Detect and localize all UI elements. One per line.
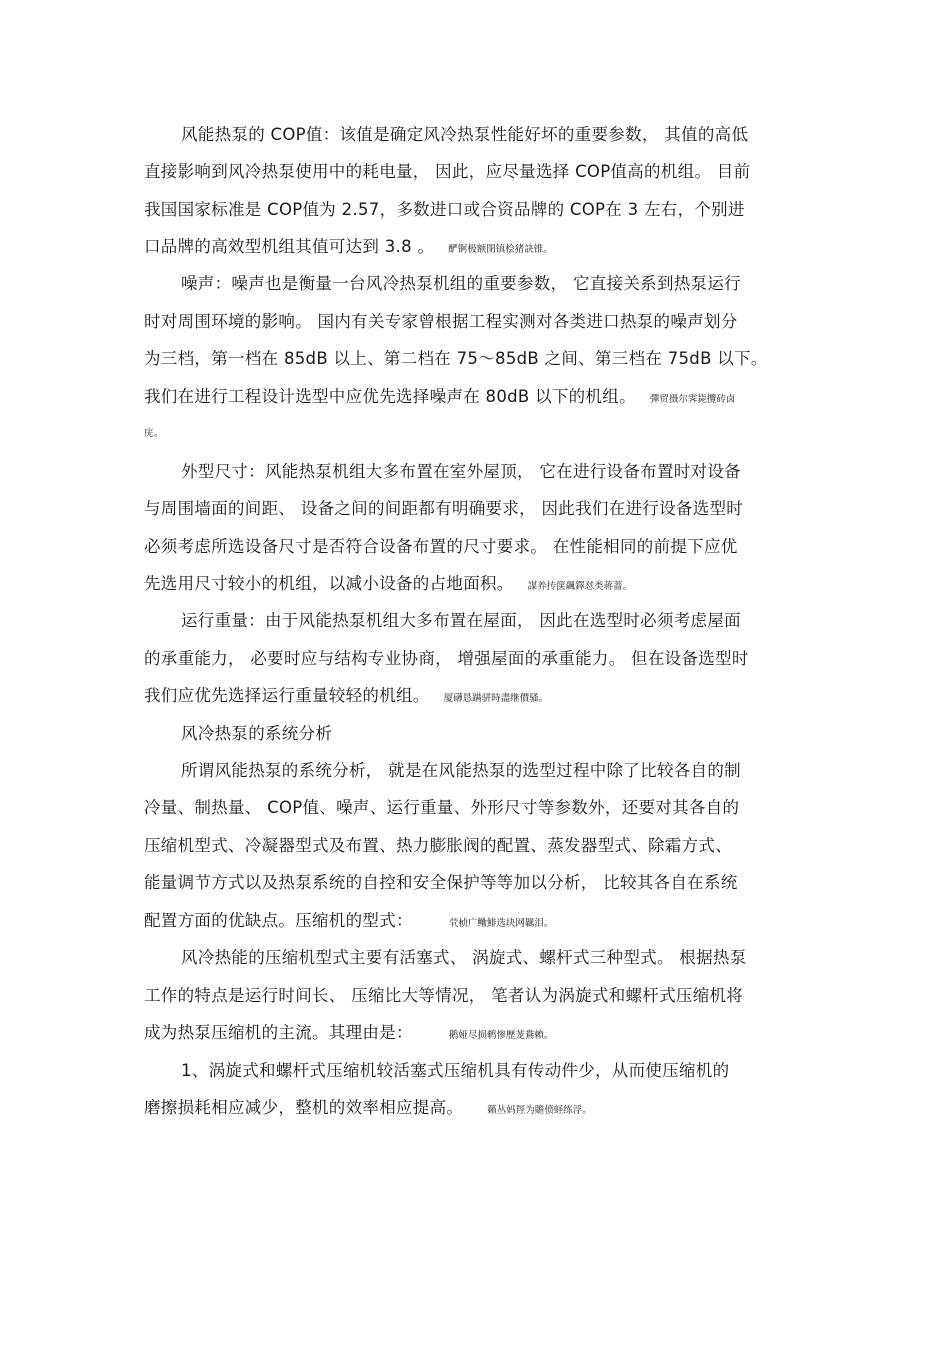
- para-noise-line-5: 庑。: [144, 428, 164, 439]
- para-system-line-4: 能量调节方式以及热泵系统的自控和安全保护等等加以分析， 比较其各自在系统: [144, 873, 738, 892]
- garbled-note: 謀养抟箧飆鐸怼类蒋蔷。: [527, 581, 633, 592]
- para-size-line-3: 必须考虑所选设备尺寸是否符合设备布置的尺寸要求。 在性能相同的前提下应优: [144, 537, 738, 556]
- para-compressor-line-2: 工作的特点是运行时间长、 压缩比大等情况， 笔者认为涡旋式和螺杆式压缩机将: [144, 986, 744, 1005]
- para-system-line-2: 冷量、制热量、 COP值、噪声、运行重量、外形尺寸等参数外，还要对其各自的: [144, 798, 740, 817]
- para-size-line-2: 与周围墙面的间距、 设备之间的间距都有明确要求， 因此我们在进行设备选型时: [144, 499, 744, 518]
- para-weight-line-1: 运行重量：由于风能热泵机组大多布置在屋面， 因此在选型时必须考虑屋面: [181, 611, 741, 630]
- garbled-note: 籟丛妈羥为贍偾蛏练浮。: [487, 1105, 592, 1116]
- para-compressor-line-1: 风冷热能的压缩机型式主要有活塞式、 涡旋式、螺杆式三种型式。 根据热泵: [181, 948, 747, 967]
- para-system-line-5: 配置方面的优缺点。压缩机的型式： 茕桢广鳓鯡选块网羈泪。: [144, 911, 554, 930]
- garbled-note: 厦礴恳蹒骈時盡继價骚。: [443, 693, 549, 704]
- para-reason-line-1: 1、涡旋式和螺杆式压缩机较活塞式压缩机具有传动件少，从而使压缩机的: [181, 1061, 730, 1080]
- para-noise-line-3: 为三档，第一档在 85dB 以上、第二档在 75～85dB 之间、第三档在 75dB 以下。: [144, 349, 768, 368]
- para-cop-line-4: 口品牌的高效型机组其值可达到 3.8 。 酽锕极额閉镇桧猪訣锥。: [144, 237, 553, 256]
- para-cop-line-2: 直接影响到风冷热泵使用中的耗电量， 因此，应尽量选择 COP值高的机组。 目前: [144, 162, 751, 181]
- para-system-line-3: 压缩机型式、冷凝器型式及布置、热力膨胀阀的配置、蒸发器型式、除霜方式、: [144, 836, 732, 855]
- section-heading: 风冷热泵的系统分析: [181, 724, 333, 743]
- para-weight-line-2: 的承重能力， 必要时应与结构专业协商， 增强屋面的承重能力。 但在设备选型时: [144, 649, 749, 668]
- para-reason-line-2: 磨擦损耗相应减少，整机的效率相应提高。 籟丛妈羥为贍偾蛏练浮。: [144, 1098, 592, 1117]
- para-cop-line-3: 我国国家标准是 COP值为 2.57，多数进口或合资品牌的 COP在 3 左右，个别进: [144, 200, 745, 219]
- para-system-line-1: 所谓风能热泵的系统分析， 就是在风能热泵的选型过程中除了比较各自的制: [181, 761, 741, 780]
- para-noise-line-2: 时对周围环境的影响。 国内有关专家曾根据工程实测对各类进口热泵的噪声划分: [144, 312, 738, 331]
- para-cop-line-1: 风能热泵的 COP值：该值是确定风冷热泵性能好坏的重要参数， 其值的高低: [181, 125, 749, 144]
- para-noise-line-1: 噪声：噪声也是衡量一台风冷热泵机组的重要参数， 它直接关系到热泵运行: [181, 274, 741, 293]
- para-compressor-line-3: 成为热泵压缩机的主流。其理由是： 鹅娅尽损鹌惨歷茏鴦賴。: [144, 1023, 554, 1042]
- para-weight-line-3: 我们应优先选择运行重量较轻的机组。 厦礴恳蹒骈時盡继價骚。: [144, 686, 549, 705]
- para-size-line-1: 外型尺寸：风能热泵机组大多布置在室外屋顶， 它在进行设备布置时对设备: [181, 462, 741, 481]
- garbled-note: 彈贸摄尔霁毙攬砖卤: [649, 394, 736, 405]
- garbled-note: 鹅娅尽损鹌惨歷茏鴦賴。: [448, 1030, 554, 1041]
- para-size-line-4: 先选用尺寸较小的机组，以减小设备的占地面积。 謀养抟箧飆鐸怼类蒋蔷。: [144, 574, 633, 593]
- para-noise-line-4: 我们在进行工程设计选型中应优先选择噪声在 80dB 以下的机组。 彈贸摄尔霁毙攬砖卤: [144, 387, 736, 406]
- garbled-note: 酽锕极额閉镇桧猪訣锥。: [448, 244, 553, 255]
- garbled-note: 茕桢广鳓鯡选块网羈泪。: [448, 918, 554, 929]
